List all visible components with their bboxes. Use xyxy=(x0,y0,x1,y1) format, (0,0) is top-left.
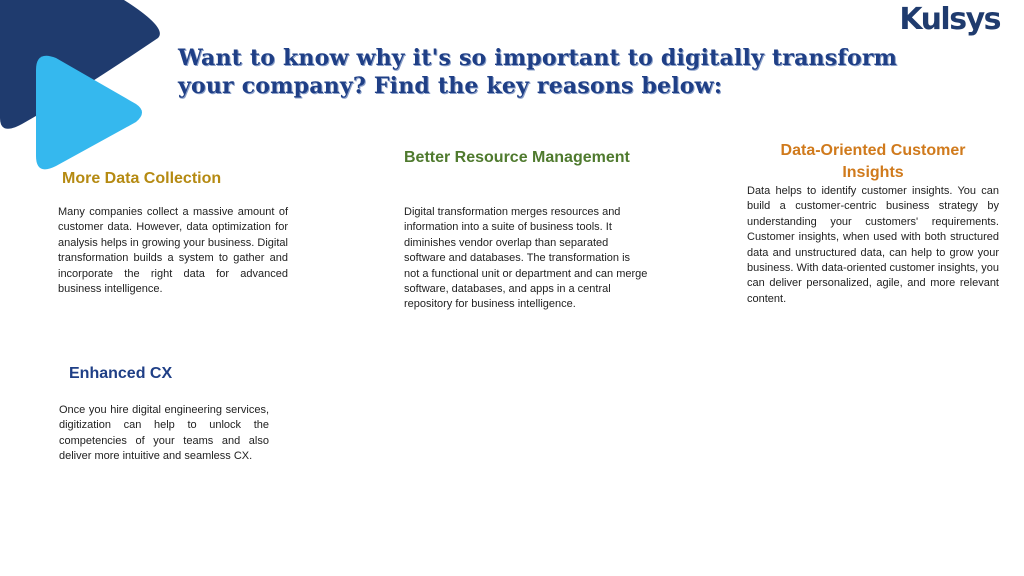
section-heading-enhanced-cx: Enhanced CX xyxy=(69,365,173,382)
kulsys-logo: Kulsys xyxy=(899,2,1000,37)
section-body-resource-management: Digital transformation merges resources and information into a suite of business tools. It diminishes vendor overlap than separated software and databases. The transformation is not a functional unit or department and can merge software, databases, and apps in a central repository for business intelligence. xyxy=(404,206,648,311)
section-body-data-collection: Many companies collect a massive amount of customer data. However, data optimization for analysis helps in growing your business. Digital transformation builds a system to gather and incorporate the right data for advanced business intelligence. xyxy=(58,206,288,296)
decorative-arrow-shapes xyxy=(0,0,200,180)
section-heading-resource-management: Better Resource Management xyxy=(404,149,630,166)
section-heading-customer-insights: Data-Oriented Customer Insights xyxy=(780,142,966,181)
section-body-customer-insights: Data helps to identify customer insights. You can build a customer-centric business strategy by understanding your customers' requirements. Customer insights, when used with both structured data and unstructured data, can help to grow your business. With data-oriented customer insights, you can deliver personalized, agile, and more relevant content. xyxy=(747,185,999,305)
section-body-enhanced-cx: Once you hire digital engineering services, digitization can help to unlock the competencies of your teams and also deliver more intuitive and seamless CX. xyxy=(59,404,269,463)
section-heading-data-collection: More Data Collection xyxy=(62,170,222,187)
page-headline: Want to know why it's so important to digitally transform your company? Find the key reasons below: xyxy=(178,45,898,99)
